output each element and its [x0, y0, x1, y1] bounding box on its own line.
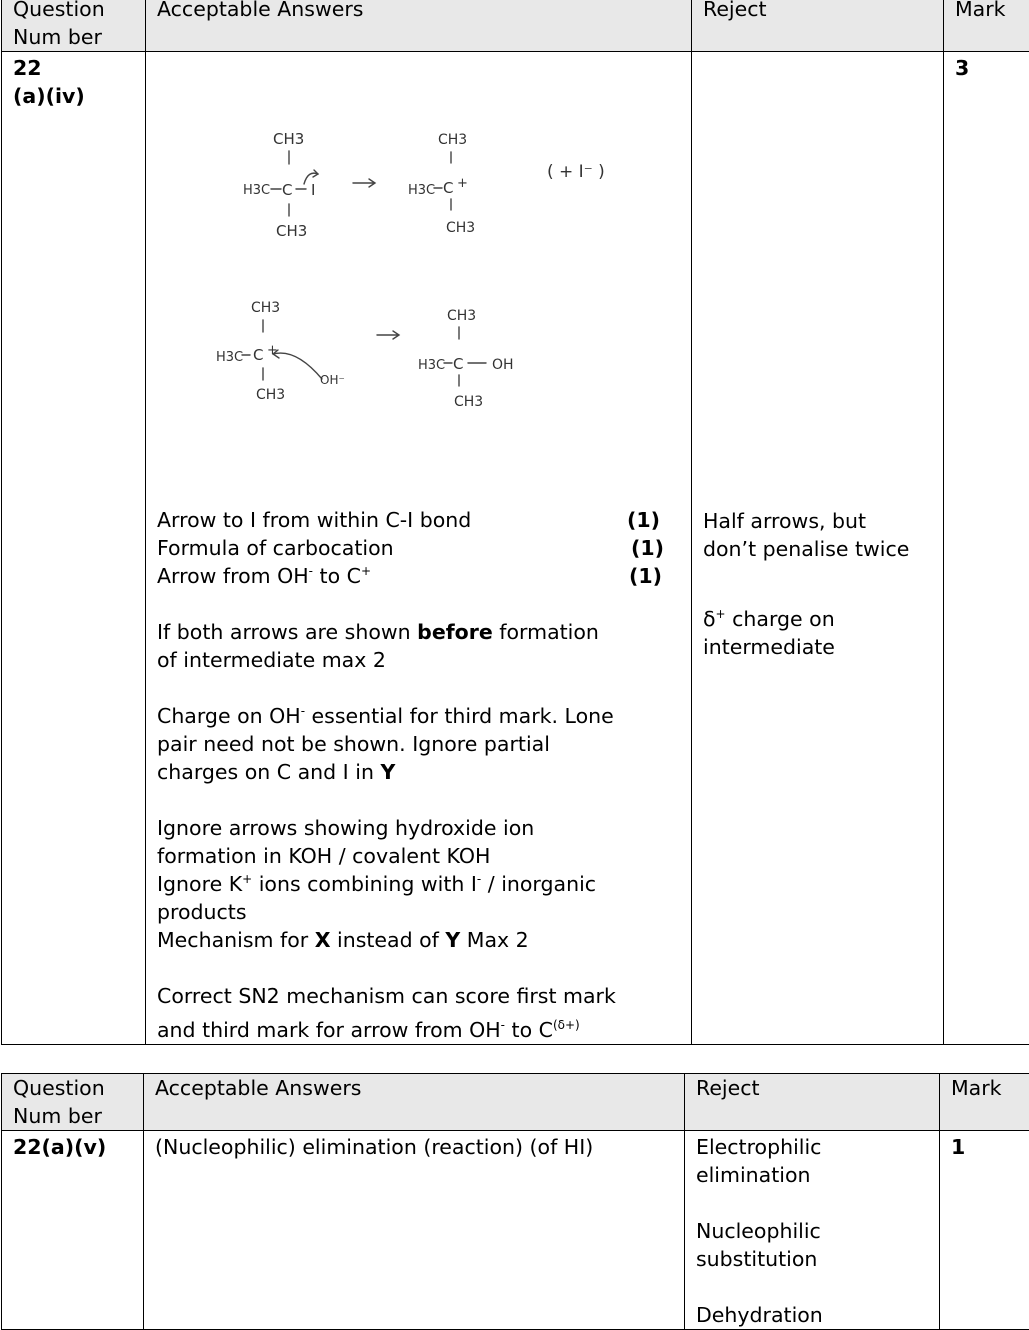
mechanism-diagram — [146, 52, 691, 492]
question-number: 22 — [13, 54, 145, 82]
svg-text:CH3: CH3 — [251, 300, 280, 316]
answer-row — [2, 52, 1029, 1045]
svg-text:C: C — [453, 355, 463, 373]
reaction-step-2 — [216, 300, 514, 410]
total-mark: 1 — [951, 1133, 1029, 1161]
question-part: (a)(iv) — [13, 82, 145, 110]
reject-cell: Electrophilic elimination Nucleophilic substitution Dehydration — [685, 1131, 940, 1330]
mark-cell — [940, 1131, 1029, 1330]
svg-text:CH3: CH3 — [454, 394, 483, 410]
reaction-arrow-1 — [353, 179, 375, 187]
header-row — [2, 1074, 1029, 1131]
question-number: 22(a)(v) — [13, 1133, 143, 1161]
svg-text:OH: OH — [492, 357, 514, 373]
svg-text:CH3: CH3 — [438, 132, 467, 148]
svg-text:CH3: CH3 — [256, 387, 285, 403]
svg-text:CH3: CH3 — [447, 308, 476, 324]
header-row — [2, 0, 1029, 52]
mark-scheme-table-1 — [1, 0, 1029, 1045]
header-mark: Mark — [944, 0, 1029, 52]
svg-text:OH⁻: OH⁻ — [320, 373, 345, 387]
mark-point-3: Arrow from OH- to C+ (1) — [157, 562, 691, 590]
note-ignore: Ignore arrows showing hydroxide ion formation in KOH / covalent KOH Ignore K+ ions combining with I- / inorganic products Mechanism for X instead of Y Max 2 — [157, 814, 691, 954]
svg-text:H3C: H3C — [216, 350, 243, 365]
note-charge: Charge on OH- essential for third mark. Lone pair need not be shown. Ignore partial charges on C and I in Y — [157, 702, 691, 786]
reaction-step-1 — [243, 130, 605, 240]
svg-text:CH3: CH3 — [273, 130, 304, 148]
question-number-cell — [2, 1131, 144, 1330]
header-reject: Reject — [685, 1074, 940, 1131]
svg-text:I: I — [311, 181, 315, 199]
mark-point-2: Formula of carbocation (1) — [157, 534, 691, 562]
iodide-byproduct: ( + I⁻ ) — [547, 162, 605, 182]
question-number-cell — [2, 52, 146, 1045]
header-question-number: Question Num ber — [2, 1074, 144, 1131]
mark-scheme-table-2 — [1, 1073, 1029, 1330]
svg-text:+: + — [457, 176, 468, 191]
header-acceptable-answers: Acceptable Answers — [146, 0, 692, 52]
svg-text:CH3: CH3 — [276, 222, 307, 240]
svg-text:C: C — [443, 179, 453, 197]
svg-text:CH3: CH3 — [446, 220, 475, 236]
svg-text:H3C: H3C — [243, 183, 270, 198]
total-mark: 3 — [955, 54, 1029, 82]
svg-text:C: C — [282, 181, 292, 199]
svg-text:H3C: H3C — [418, 358, 445, 373]
header-reject: Reject — [692, 0, 944, 52]
header-mark: Mark — [940, 1074, 1029, 1131]
mark-point-1: Arrow to I from within C-I bond (1) — [157, 506, 691, 534]
svg-text:+: + — [267, 343, 278, 358]
acceptable-answer: (Nucleophilic) elimination (reaction) (of HI) — [155, 1133, 684, 1161]
curly-arrow-oh-to-c — [273, 353, 322, 379]
svg-text:H3C: H3C — [408, 183, 435, 198]
reaction-arrow-2 — [377, 331, 399, 339]
acceptable-answers-cell — [144, 1131, 685, 1330]
mark-cell — [944, 52, 1029, 1045]
note-sn2: Correct SN2 mechanism can score first mark and third mark for arrow from OH- to $C^{(\delta+)}$ — [157, 982, 691, 1044]
header-question-number: Question Num ber — [2, 0, 146, 52]
note-both-arrows: If both arrows are shown before formation of intermediate max 2 — [157, 618, 691, 674]
answer-row — [2, 1131, 1029, 1330]
svg-text:C: C — [253, 346, 263, 364]
acceptable-answers-cell — [146, 52, 692, 1045]
reject-cell: Half arrows, but don’t penalise twice δ+ charge on intermediate — [692, 52, 944, 1045]
header-acceptable-answers: Acceptable Answers — [144, 1074, 685, 1131]
